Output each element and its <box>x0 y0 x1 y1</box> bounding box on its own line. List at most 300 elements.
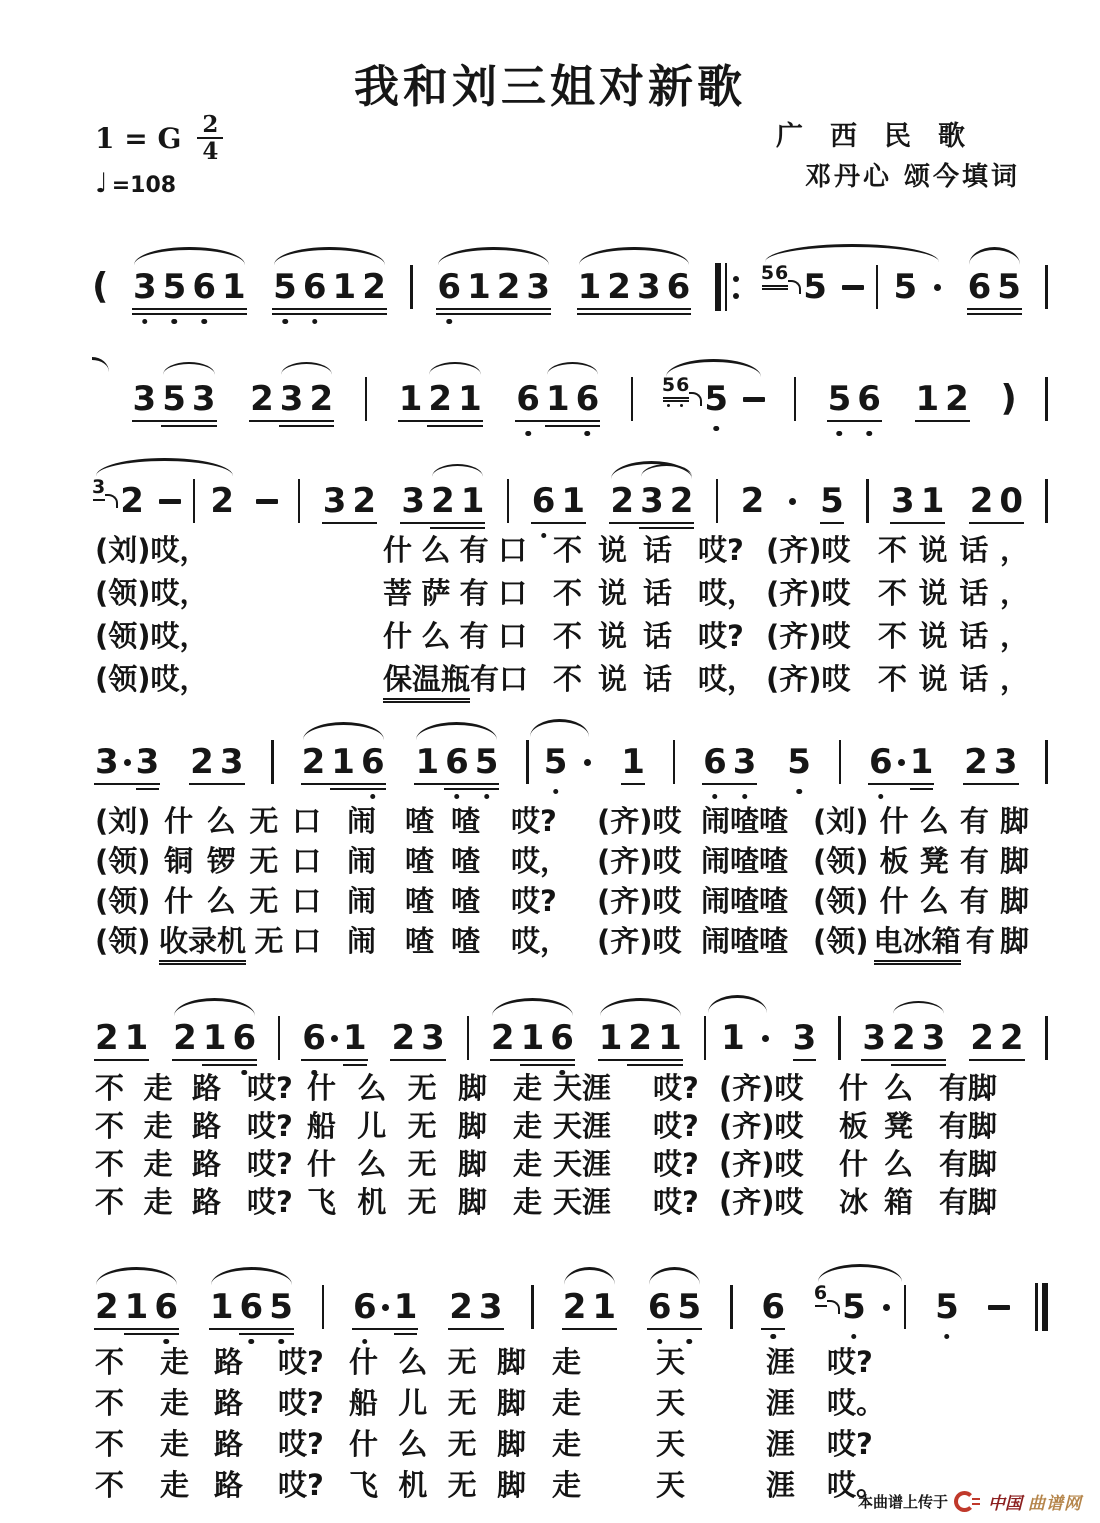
lyric-cell: 走 <box>160 1468 190 1502</box>
slur-arc <box>579 247 690 265</box>
duration-dash <box>988 1305 1010 1310</box>
music-line-1 <box>92 217 1048 331</box>
lyric-cell: 喳 <box>451 884 481 918</box>
note-group <box>299 743 388 781</box>
note: 1 <box>398 379 423 419</box>
note: 3 <box>790 1019 820 1057</box>
lyric-cell: 闹 <box>347 884 377 918</box>
note: 3 <box>279 379 304 419</box>
beam-subgroup <box>428 482 487 520</box>
note: 3 <box>993 742 1018 782</box>
lyric-cell: 走 <box>160 1427 190 1461</box>
parenthesis: ) <box>1000 378 1017 419</box>
note: 1 <box>209 1287 234 1327</box>
lyric-cell: 有脚 <box>939 1147 998 1181</box>
augmentation-dot <box>124 759 131 766</box>
slur-arc <box>96 458 233 476</box>
lyric-cell: 哎? <box>247 1109 293 1143</box>
slur-arc <box>416 722 497 740</box>
note: 6 <box>547 1019 577 1057</box>
lyric-cell: (齐)哎 <box>719 1185 804 1219</box>
tempo-value: =108 <box>111 173 177 198</box>
lyric-cell: 天涯 <box>553 1147 612 1181</box>
note: 6 <box>151 1288 181 1326</box>
note: 5 <box>266 1288 296 1326</box>
note-group <box>596 1019 685 1057</box>
lyric-cell: 哎? <box>247 1071 293 1105</box>
lyric-cell: 什 么 有 口 <box>383 619 527 653</box>
site-name-secondary: 曲谱网 <box>1028 1494 1082 1514</box>
slur-arc <box>547 362 598 375</box>
beam-subgroup <box>200 1019 259 1057</box>
slur-group <box>813 1281 906 1329</box>
lyric-cell: 天涯 <box>553 1071 612 1105</box>
note: 5 <box>893 267 918 307</box>
time-signature-denominator: 4 <box>202 138 219 165</box>
lyric-cell: (领) 电冰箱 有 脚 <box>813 919 1055 965</box>
barline <box>876 265 879 309</box>
note: 2 <box>999 1018 1024 1058</box>
note: 5 <box>825 380 855 418</box>
lyric-cell: 哎， <box>511 844 570 878</box>
note: 1 <box>124 1287 149 1327</box>
lyric-cell: (齐)哎 <box>597 884 682 918</box>
augmentation-dot <box>762 1035 769 1042</box>
lyric-cell: 闹喳喳 <box>701 804 789 838</box>
note: 6 <box>666 267 691 307</box>
note-group <box>700 743 759 781</box>
note-group <box>92 1019 151 1057</box>
slur-group <box>526 740 593 784</box>
lyric-cell: 什 么 无 脚 <box>307 1147 487 1181</box>
slur-arc <box>281 362 332 375</box>
lyric-cell: (领) 什 么 无 口 <box>95 884 321 918</box>
lyric-row <box>95 571 1055 614</box>
music-line-5 <box>92 968 1048 1082</box>
tempo-marking <box>95 168 176 199</box>
slur-arc <box>163 362 214 375</box>
lyric-cell: 哎? <box>278 1386 324 1420</box>
note: 6 <box>866 743 896 781</box>
footer-credit <box>858 1489 1082 1514</box>
slur-arc <box>492 998 573 1016</box>
note: 1 <box>598 1018 623 1058</box>
note: 1 <box>391 1288 421 1326</box>
note: 6 <box>758 1288 788 1326</box>
note-group <box>961 743 1020 781</box>
lyric-cell: 不 说 话 <box>553 619 672 653</box>
octave-dot <box>944 1334 950 1340</box>
note-group <box>130 380 219 418</box>
lyric-row <box>95 1422 1055 1463</box>
note-group <box>130 268 249 306</box>
lyric-cell: 不 走 路 <box>95 1109 221 1143</box>
note: 1 <box>467 267 491 307</box>
note-group <box>866 743 936 781</box>
quarter-note-icon: ♩ <box>95 168 108 199</box>
key-signature <box>95 112 223 164</box>
note-group <box>607 482 696 520</box>
barline <box>1045 479 1048 523</box>
lyric-cell: 不 <box>95 1386 125 1420</box>
beam-subgroup <box>518 1019 577 1057</box>
lyric-cell: 有脚 <box>939 1071 998 1105</box>
augmentation-dot <box>331 1035 338 1042</box>
note: 5 <box>162 379 186 419</box>
note: 6 5 <box>814 1288 869 1326</box>
lyric-cell: 哎， <box>698 576 757 610</box>
music-line-2 <box>92 329 1048 443</box>
note-group <box>488 1019 577 1057</box>
note: 2 <box>301 742 326 782</box>
site-name-primary: 中国 <box>988 1494 1022 1514</box>
slur-group <box>661 373 765 419</box>
note-group <box>187 743 246 781</box>
note-group <box>446 1288 505 1326</box>
note: 2 <box>892 1018 916 1058</box>
music-line-6 <box>92 1237 1048 1351</box>
lyric-cell: 闹喳喳 <box>701 924 789 958</box>
note: 1 <box>907 743 937 781</box>
slur-group <box>575 268 694 306</box>
augmentation-dot <box>898 759 905 766</box>
slur-group <box>760 261 943 309</box>
lyric-cell: 路 <box>214 1468 244 1502</box>
barline <box>716 479 719 523</box>
note: 3 <box>191 379 216 419</box>
lyric-cell: 涯 <box>766 1386 796 1420</box>
beam-subgroup <box>425 380 484 418</box>
lyric-row <box>95 1340 1055 1381</box>
lyric-cell: 不 说 话 ， <box>878 662 1029 696</box>
note-group <box>170 1019 259 1057</box>
lyric-cell: 哎? <box>653 1109 699 1143</box>
lyric-cell: 闹 <box>347 804 377 838</box>
slur-arc <box>134 247 245 265</box>
lyric-row <box>95 879 1055 919</box>
barline <box>866 479 869 523</box>
note: 3 <box>891 481 915 521</box>
note: 6 <box>854 380 884 418</box>
beam-subgroup <box>122 1288 181 1326</box>
duration-dash <box>159 499 181 504</box>
lyric-cell: (刘) 什 么 有 脚 <box>813 804 1029 838</box>
note: 3 <box>921 1018 946 1058</box>
note: 6 <box>645 1288 675 1326</box>
lyric-cell: 不 说 话 ， <box>878 576 1029 610</box>
attribution-source: 广西民歌 <box>776 121 992 152</box>
lyric-cell: 闹 <box>347 844 377 878</box>
note: 1 <box>415 742 440 782</box>
lyric-cell: 不 走 路 <box>95 1147 221 1181</box>
lyric-cell: 不 走 路 <box>95 1071 221 1105</box>
lyric-cell: 哎? <box>698 533 744 567</box>
note-group <box>967 1019 1026 1057</box>
lyric-cell: 船 儿 无 脚 <box>307 1109 487 1143</box>
lyric-cell: 涯 <box>766 1345 796 1379</box>
final-barline <box>1035 1283 1048 1331</box>
lyric-cell: (领)哎， <box>95 576 209 610</box>
lyric-cell: 走 <box>160 1386 190 1420</box>
barline <box>271 740 274 784</box>
lyric-cell: 路 <box>214 1345 244 1379</box>
lyric-cell: 不 说 话 ， <box>878 533 1029 567</box>
note: 2 <box>362 267 386 307</box>
note: 6 <box>700 743 730 781</box>
lyric-cell: (领) 板 凳 有 脚 <box>813 844 1029 878</box>
lyric-cell: 什 么 <box>839 1071 913 1105</box>
lyric-cell: 哎? <box>827 1345 873 1379</box>
note-group <box>965 268 1024 306</box>
beam-subgroup <box>237 1288 296 1326</box>
slur-arc <box>174 998 255 1016</box>
lyric-cell: 什 么 无 脚 <box>307 1071 487 1105</box>
note-group <box>92 1288 181 1326</box>
note-group <box>529 482 588 520</box>
lyric-cell: 哎， <box>511 924 570 958</box>
time-signature <box>197 112 223 164</box>
note: 2 <box>490 1018 515 1058</box>
attribution-credits: 邓丹心 颂今填词 <box>804 162 1020 192</box>
barline <box>467 1016 470 1060</box>
note: 1 <box>658 1018 682 1058</box>
grace-note: 56 <box>662 375 699 396</box>
note: 3 <box>401 481 426 521</box>
note-group <box>412 743 501 781</box>
note: 5 <box>932 1288 962 1326</box>
lyric-cell: 保温瓶 有 口 <box>383 657 553 703</box>
lyric-cell: 不 <box>95 1427 125 1461</box>
slur-arc <box>96 1267 177 1285</box>
lyric-cell: 走 <box>513 1071 543 1105</box>
lyric-row <box>95 1104 1055 1142</box>
augmentation-dot <box>584 759 591 766</box>
note: 1 <box>577 267 602 307</box>
note: 6 <box>358 743 388 781</box>
lyric-cell: 哎。 <box>827 1386 886 1420</box>
note: 5 <box>784 743 814 781</box>
note: 3 <box>132 379 157 419</box>
note: 6 <box>442 743 472 781</box>
beam-subgroup <box>637 482 696 520</box>
note: 2 <box>391 1018 416 1058</box>
lyric-cell: 天 <box>656 1386 686 1420</box>
note: 3 <box>95 742 119 782</box>
lyric-cell: 有脚 <box>939 1109 998 1143</box>
note-group <box>859 1019 948 1057</box>
lyric-cell: 走 <box>552 1345 582 1379</box>
note: 6 <box>230 1019 260 1057</box>
barline <box>1045 265 1048 309</box>
note: 2 <box>607 267 631 307</box>
note: 1 <box>202 1018 227 1058</box>
lyric-row <box>95 1381 1055 1422</box>
note: 3 <box>478 1287 503 1327</box>
note: 2 <box>309 379 334 419</box>
lyric-row <box>95 1066 1055 1104</box>
lyric-cell: 哎， <box>698 662 757 696</box>
note: 2 <box>496 267 521 307</box>
lyric-cell: 走 <box>160 1345 190 1379</box>
lyric-cell: (齐)哎 <box>597 924 682 958</box>
note: 5 <box>817 482 847 520</box>
lyric-cell: (齐)哎 <box>766 662 851 696</box>
note: 2 <box>964 742 988 782</box>
lyric-cell: 走 <box>513 1185 543 1219</box>
lyric-cell: 闹喳喳 <box>701 884 789 918</box>
lyric-cell: (领) 铜 锣 无 口 <box>95 844 321 878</box>
lyric-cell: 走 <box>552 1386 582 1420</box>
note: 1 <box>721 1018 745 1058</box>
note: 3 <box>130 268 160 306</box>
lyrics-block-3 <box>95 1066 1055 1218</box>
slur-group <box>270 268 389 306</box>
lyric-cell: 哎? <box>653 1071 699 1105</box>
slur-arc <box>765 244 939 262</box>
lyric-cell: 板 凳 <box>839 1109 913 1143</box>
barline <box>631 377 634 421</box>
lyric-cell: 喳 <box>451 844 481 878</box>
lyric-row <box>95 839 1055 879</box>
lyric-cell: 走 <box>513 1109 543 1143</box>
note: 2 <box>669 481 694 521</box>
lyric-cell: 天 <box>656 1427 686 1461</box>
note: 1 <box>561 481 586 521</box>
lyric-cell: (齐)哎 <box>766 619 851 653</box>
underlined-lyric: 电冰箱 <box>874 919 961 965</box>
lyric-row <box>95 1142 1055 1180</box>
note: 5 <box>472 743 502 781</box>
lyric-cell: 喳 <box>451 924 481 958</box>
slur-arc <box>893 1001 944 1014</box>
octave-dot <box>282 319 288 325</box>
lyric-cell: 闹喳喳 <box>701 844 789 878</box>
note: 3 <box>640 481 664 521</box>
lyric-cell: 什 么 无 脚 <box>349 1345 526 1379</box>
note: 1 <box>340 1019 370 1057</box>
note-group <box>967 482 1026 520</box>
lyric-cell: 哎? <box>827 1427 873 1461</box>
note: 6 <box>573 380 603 418</box>
note-group <box>92 743 162 781</box>
lyric-cell: 涯 <box>766 1427 796 1461</box>
note: 3 <box>862 1018 887 1058</box>
note: 1 <box>915 379 940 419</box>
lyric-cell: 哎? <box>278 1427 324 1461</box>
lyric-cell: 哎? <box>278 1345 324 1379</box>
note-group <box>207 1288 296 1326</box>
note: 2 <box>431 481 455 521</box>
octave-dot <box>312 319 318 325</box>
slur-arc <box>429 362 480 375</box>
lyric-row <box>95 614 1055 657</box>
note: 1 <box>332 267 357 307</box>
barline <box>1045 1016 1048 1060</box>
octave-dot <box>553 789 559 795</box>
note: 2 <box>428 379 453 419</box>
barline <box>673 740 676 784</box>
duration-dash <box>842 285 864 290</box>
note: 5 <box>160 268 190 306</box>
lyric-cell: 什 么 <box>839 1147 913 1181</box>
lyric-cell: (齐)哎 <box>719 1109 804 1143</box>
slur-arc <box>649 1267 700 1285</box>
lyric-cell: 路 <box>214 1427 244 1461</box>
barline <box>365 377 368 421</box>
lyric-cell: 走 <box>552 1427 582 1461</box>
barline <box>278 1016 281 1060</box>
lyric-cell: 涯 <box>766 1468 796 1502</box>
slur-arc <box>92 357 109 372</box>
time-signature-numerator: 2 <box>197 112 223 139</box>
note-group <box>320 482 379 520</box>
lyric-cell: 走 <box>513 1147 543 1181</box>
lyric-row <box>95 528 1055 571</box>
octave-dot <box>796 789 802 795</box>
note: 6 <box>300 268 330 306</box>
barline <box>322 1285 325 1329</box>
note-group <box>247 380 336 418</box>
lyric-row <box>95 799 1055 839</box>
note: 1 <box>221 267 246 307</box>
lyrics-block-1 <box>95 528 1055 700</box>
lyric-row <box>95 919 1055 959</box>
note: 3 <box>133 743 163 781</box>
note-group <box>575 268 694 306</box>
note: 3 2 <box>92 475 144 521</box>
note: 56 5 <box>662 380 731 418</box>
duration-dash <box>256 499 278 504</box>
lyric-cell: 哎? <box>698 619 744 653</box>
beam-subgroup <box>625 1019 684 1057</box>
beam-subgroup <box>543 380 602 418</box>
note: 1 <box>458 379 482 419</box>
lyric-cell: 喳 <box>451 804 481 838</box>
barline <box>531 1285 534 1329</box>
note: 2 <box>562 1287 587 1327</box>
note-group <box>396 380 485 418</box>
note: 1 <box>618 743 648 781</box>
slur-group <box>92 475 237 523</box>
note: 6 <box>434 268 464 306</box>
note: 2 <box>95 1287 119 1327</box>
octave-dot <box>851 1334 857 1340</box>
lyric-cell: (领) 收录机 无 口 <box>95 919 347 965</box>
lyric-cell: (领)哎， <box>95 619 209 653</box>
site-logo-lines-icon <box>972 1498 980 1505</box>
note: 0 <box>999 481 1024 521</box>
lyric-cell: 喳 <box>405 844 435 878</box>
note: 56 5 <box>760 261 827 307</box>
lyric-cell: (领) 什 么 有 脚 <box>813 884 1029 918</box>
slur-group <box>130 268 249 306</box>
lyric-cell: 喳 <box>405 804 435 838</box>
lyric-cell: 不 说 话 <box>553 576 672 610</box>
note: 2 <box>352 481 377 521</box>
slur-group <box>965 268 1024 306</box>
augmentation-dot <box>934 284 941 291</box>
lyric-cell: 飞 机 无 脚 <box>307 1185 487 1219</box>
slur-group <box>704 1016 771 1060</box>
lyric-cell: 走 <box>552 1468 582 1502</box>
octave-dot <box>446 319 452 325</box>
grace-note: 6 <box>814 1283 837 1304</box>
note: 2 <box>95 1018 119 1058</box>
note: 6 <box>967 267 992 307</box>
note: 1 <box>124 1018 149 1058</box>
lyric-cell: 不 说 话 ， <box>878 619 1029 653</box>
note-group <box>434 268 553 306</box>
